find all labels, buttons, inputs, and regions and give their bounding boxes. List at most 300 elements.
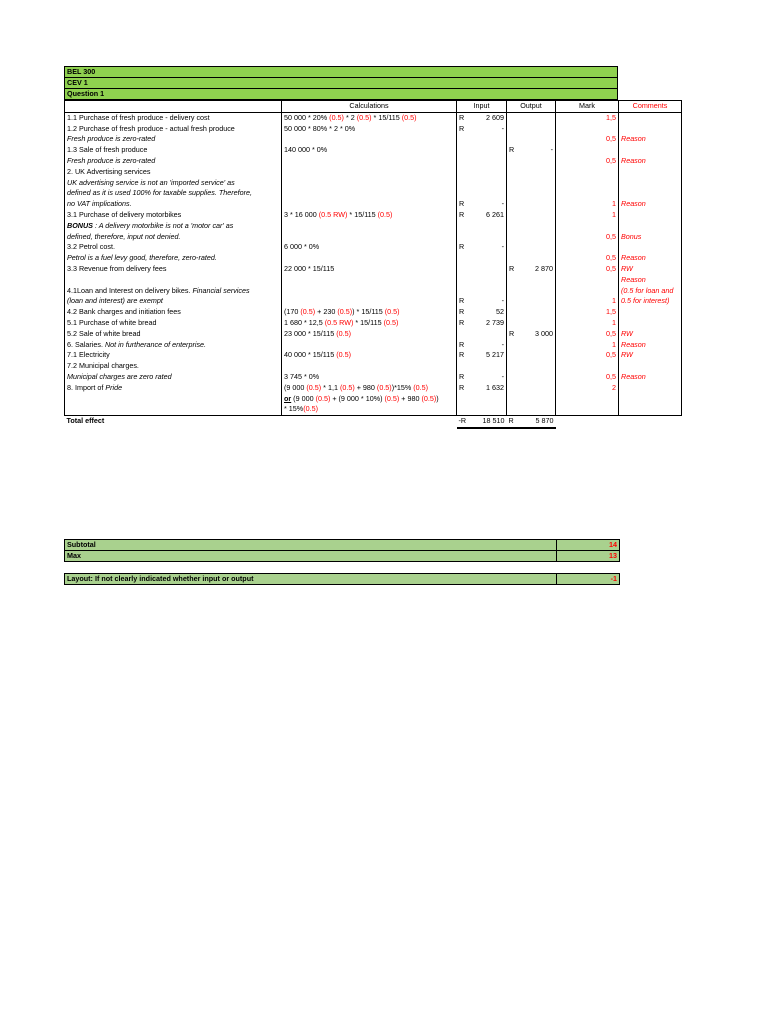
- input-cell: [457, 188, 507, 199]
- description-cell: [65, 199, 282, 210]
- input-cell: [457, 221, 507, 232]
- max-label: Max: [67, 551, 81, 560]
- total-input-prefix: -R: [458, 416, 467, 426]
- table-row: [65, 232, 682, 243]
- calculation-cell: [282, 350, 457, 361]
- input-cell: [457, 372, 507, 383]
- calculation-cell-text: * 2: [343, 112, 357, 122]
- calculation-cell-text: 3 * 16 000: [284, 209, 319, 219]
- comment-cell: [619, 242, 682, 253]
- description-cell-text: 3.1 Purchase of delivery motorbikes: [67, 209, 182, 219]
- calculation-cell-text: 40 000 * 15/115: [284, 350, 337, 360]
- description-cell: [65, 329, 282, 340]
- calculation-cell-text: (0.5): [383, 317, 399, 327]
- calculation-cell: [282, 329, 457, 340]
- input-cell-value: 2 609: [486, 112, 504, 122]
- comment-cell: [619, 221, 682, 232]
- calculation-cell-text: ): [436, 393, 439, 403]
- comment-cell: [619, 167, 682, 178]
- description-cell-text: Municipal charges are zero rated: [67, 371, 172, 381]
- comment-cell: Reason: [619, 156, 682, 167]
- total-output-value: 5 870: [535, 416, 554, 426]
- calculation-cell-text: (0.5 RW): [318, 209, 348, 219]
- input-cell: [457, 340, 507, 351]
- calculation-cell-text: (0.5): [300, 307, 316, 317]
- input-cell: [457, 383, 507, 394]
- mark-cell: 1: [556, 210, 619, 221]
- input-cell: [457, 307, 507, 318]
- description-cell: [65, 167, 282, 178]
- table-row: [65, 253, 682, 264]
- comment-cell: Reason: [619, 340, 682, 351]
- calculation-cell-text: (0.5): [315, 393, 331, 403]
- comment-cell: [619, 318, 682, 329]
- comment-cell: [619, 404, 682, 415]
- input-cell: [457, 156, 507, 167]
- description-cell: [65, 404, 282, 415]
- table-row: [65, 286, 682, 297]
- mark-cell: [556, 242, 619, 253]
- comment-cell: RW: [619, 329, 682, 340]
- calculation-cell-text: 140 000 * 0%: [284, 145, 328, 155]
- calculation-cell-text: + 230: [315, 307, 338, 317]
- calculation-cell-text: * 1,1: [321, 382, 340, 392]
- output-cell: [507, 210, 556, 221]
- input-cell-prefix: R: [459, 339, 465, 349]
- output-cell: [507, 167, 556, 178]
- description-cell-text: 1.1 Purchase of fresh produce - delivery cost: [67, 112, 210, 122]
- description-cell: [65, 318, 282, 329]
- calculation-cell-text: (0.5): [306, 382, 322, 392]
- description-cell-text: Fresh produce is zero-rated: [67, 134, 156, 144]
- comment-cell: 0.5 for interest): [619, 296, 682, 307]
- table-row: [65, 307, 682, 318]
- input-cell: [457, 112, 507, 123]
- calculation-cell-text: (9 000: [284, 382, 307, 392]
- mark-cell: 1,5: [556, 112, 619, 123]
- comment-cell: (0.5 for loan and: [619, 286, 682, 297]
- output-cell: [507, 361, 556, 372]
- comment-cell: [619, 188, 682, 199]
- calculation-cell: [282, 156, 457, 167]
- subtotal-divider: [556, 540, 557, 550]
- output-cell: [507, 350, 556, 361]
- description-cell-text: (loan and interest) are exempt: [67, 296, 163, 306]
- calculation-cell-text: (0.5): [337, 307, 353, 317]
- output-cell-prefix: R: [509, 263, 515, 273]
- calculation-cell-text: (0.5): [413, 382, 429, 392]
- output-cell: [507, 394, 556, 405]
- output-cell: [507, 253, 556, 264]
- total-effect-label: Total effect: [66, 416, 105, 426]
- output-cell: [507, 286, 556, 297]
- calculation-cell-text: ) * 15/115: [352, 307, 385, 317]
- output-cell-value: -: [550, 145, 553, 155]
- table-row: [65, 394, 682, 405]
- comment-cell: [619, 394, 682, 405]
- mark-cell: [556, 178, 619, 189]
- total-comment-spacer: [619, 416, 682, 428]
- input-cell-prefix: R: [459, 123, 465, 133]
- mark-cell: 0,5: [556, 372, 619, 383]
- input-cell-value: 5 217: [486, 350, 504, 360]
- mark-cell: 0,5: [556, 134, 619, 145]
- description-cell-text: Not in furtherance of enterprise.: [104, 339, 207, 349]
- calculation-cell: [282, 188, 457, 199]
- calculation-cell: [282, 199, 457, 210]
- input-cell-prefix: R: [459, 317, 465, 327]
- description-cell: [65, 340, 282, 351]
- calculation-cell-text: (0.5): [303, 404, 318, 414]
- description-cell-text: 5.1 Purchase of white bread: [67, 317, 157, 327]
- output-cell: [507, 296, 556, 307]
- marking-sheet: [64, 66, 674, 429]
- total-output-cell: [507, 416, 556, 428]
- mark-cell: 0,5: [556, 253, 619, 264]
- input-cell: [457, 318, 507, 329]
- comment-cell: RW: [619, 350, 682, 361]
- output-cell: [507, 178, 556, 189]
- input-cell: [457, 134, 507, 145]
- table-row: [65, 145, 682, 156]
- table-row: [65, 361, 682, 372]
- comment-cell: Bonus: [619, 232, 682, 243]
- output-cell: [507, 134, 556, 145]
- description-cell-text: 2. UK Advertising services: [67, 166, 151, 176]
- input-cell-prefix: R: [459, 371, 465, 381]
- description-cell: [65, 242, 282, 253]
- input-cell-value: 6 261: [486, 209, 504, 219]
- input-cell-value: 1 632: [486, 382, 504, 392]
- input-cell: [457, 232, 507, 243]
- description-cell: [65, 210, 282, 221]
- description-cell-text: BONUS: [67, 220, 93, 230]
- output-cell-value: 2 870: [535, 263, 553, 273]
- description-cell: [65, 275, 282, 286]
- calculation-cell-text: or: [284, 393, 292, 403]
- layout-penalty-divider: [556, 574, 557, 584]
- input-cell: [457, 296, 507, 307]
- calculation-cell: [282, 178, 457, 189]
- calculation-cell: [282, 124, 457, 135]
- comment-cell: Reason: [619, 275, 682, 286]
- marking-rows: [65, 112, 682, 415]
- table-row: [65, 178, 682, 189]
- input-column-header: Input: [457, 101, 507, 113]
- input-cell-value: -: [501, 371, 504, 381]
- input-cell-value: -: [501, 296, 504, 306]
- calculation-cell: [282, 340, 457, 351]
- calculation-cell-text: (0.5): [421, 393, 437, 403]
- description-cell: [65, 361, 282, 372]
- calculation-cell: [282, 232, 457, 243]
- calculation-cell-text: (0.5): [339, 382, 355, 392]
- calculation-cell-text: 1 680 * 12,5: [284, 317, 325, 327]
- max-value: 13: [609, 551, 617, 560]
- mark-cell: 1: [556, 340, 619, 351]
- calculation-cell-text: * 15/115: [371, 112, 402, 122]
- description-cell-text: 1.2 Purchase of fresh produce - actual fresh produce: [67, 123, 235, 133]
- input-cell-prefix: R: [459, 242, 465, 252]
- calculation-cell-text: * 15/115: [353, 317, 384, 327]
- output-cell: [507, 383, 556, 394]
- calculation-cell-text: + (9 000 * 10%): [330, 393, 385, 403]
- output-cell: [507, 329, 556, 340]
- mark-cell: [556, 145, 619, 156]
- mark-cell: 1: [556, 199, 619, 210]
- calculation-cell-text: (9 000: [291, 393, 316, 403]
- output-cell: [507, 188, 556, 199]
- description-cell-text: 7.2 Municipal charges.: [67, 361, 139, 371]
- description-cell: [65, 156, 282, 167]
- input-cell: [457, 329, 507, 340]
- calculation-cell: [282, 242, 457, 253]
- description-column-header: [65, 101, 282, 113]
- calculation-cell: [282, 145, 457, 156]
- description-cell-text: defined, therefore, input not denied.: [67, 231, 181, 241]
- input-cell-value: -: [501, 199, 504, 209]
- input-cell-prefix: R: [459, 112, 465, 122]
- subtotal-label: Subtotal: [67, 540, 96, 549]
- input-cell: [457, 350, 507, 361]
- input-cell-prefix: R: [459, 199, 465, 209]
- description-cell-text: 4.2 Bank charges and initiation fees: [67, 307, 181, 317]
- description-cell-text: Petrol is a fuel levy good, therefore, zero-rated.: [67, 253, 217, 263]
- input-cell-value: -: [501, 339, 504, 349]
- comment-cell: Reason: [619, 372, 682, 383]
- input-cell: [457, 286, 507, 297]
- calculation-cell: [282, 210, 457, 221]
- description-cell: [65, 145, 282, 156]
- input-cell-prefix: R: [459, 307, 465, 317]
- mark-cell: 0,5: [556, 232, 619, 243]
- description-cell: [65, 383, 282, 394]
- test-name: CEV 1: [64, 78, 618, 89]
- description-cell: [65, 134, 282, 145]
- description-cell: [65, 264, 282, 275]
- layout-penalty-bar: [64, 573, 620, 585]
- calculation-cell-text: + 980: [399, 393, 422, 403]
- description-cell-text: Pride: [105, 382, 123, 392]
- description-cell: [65, 221, 282, 232]
- description-cell: [65, 253, 282, 264]
- total-output-prefix: R: [508, 416, 514, 426]
- input-cell-prefix: R: [459, 209, 465, 219]
- mark-cell: 0,5: [556, 156, 619, 167]
- calculation-cell: [282, 221, 457, 232]
- output-cell: [507, 156, 556, 167]
- calculation-cell-text: 23 000 * 15/115: [284, 328, 337, 338]
- description-cell-text: 3.3 Revenue from delivery fees: [67, 263, 167, 273]
- description-cell-text: 6. Salaries.: [67, 339, 105, 349]
- comment-cell: [619, 383, 682, 394]
- description-cell: [65, 286, 282, 297]
- output-cell: [507, 145, 556, 156]
- calculation-cell: [282, 264, 457, 275]
- table-row: [65, 404, 682, 415]
- output-cell: [507, 232, 556, 243]
- table-row: [65, 210, 682, 221]
- description-cell-text: Financial services: [192, 285, 250, 295]
- comment-cell: [619, 145, 682, 156]
- output-cell: [507, 199, 556, 210]
- table-row: [65, 188, 682, 199]
- mark-column-header: Mark: [556, 101, 619, 113]
- description-cell-text: Fresh produce is zero-rated: [67, 155, 156, 165]
- table-row: [65, 340, 682, 351]
- description-cell: [65, 372, 282, 383]
- input-cell: [457, 242, 507, 253]
- total-input-cell: [457, 416, 507, 428]
- description-cell: [65, 112, 282, 123]
- table-row: [65, 221, 682, 232]
- mark-cell: 1: [556, 296, 619, 307]
- description-cell-text: 8. Import of: [67, 382, 106, 392]
- table-row: [65, 329, 682, 340]
- table-row: [65, 264, 682, 275]
- table-row: [65, 156, 682, 167]
- table-row: [65, 134, 682, 145]
- mark-cell: [556, 275, 619, 286]
- calculation-cell: [282, 404, 457, 415]
- mark-cell: [556, 167, 619, 178]
- mark-cell: [556, 286, 619, 297]
- comment-cell: [619, 124, 682, 135]
- output-cell: [507, 264, 556, 275]
- description-cell: [65, 296, 282, 307]
- input-cell: [457, 178, 507, 189]
- calculation-cell: [282, 275, 457, 286]
- mark-cell: [556, 221, 619, 232]
- mark-cell: 0,5: [556, 264, 619, 275]
- comment-cell: [619, 112, 682, 123]
- description-cell-text: defined as it is used 100% for taxable supplies. Therefore,: [67, 188, 252, 198]
- mark-cell: 0,5: [556, 350, 619, 361]
- input-cell-prefix: R: [459, 382, 465, 392]
- output-column-header: Output: [507, 101, 556, 113]
- comment-cell: [619, 361, 682, 372]
- calculation-cell: [282, 394, 457, 405]
- output-cell: [507, 221, 556, 232]
- mark-cell: [556, 394, 619, 405]
- comment-cell: Reason: [619, 134, 682, 145]
- calculation-cell-text: * 15/115: [347, 209, 378, 219]
- output-cell: [507, 112, 556, 123]
- input-cell: [457, 275, 507, 286]
- mark-cell: 1,5: [556, 307, 619, 318]
- table-row: [65, 318, 682, 329]
- total-mark-spacer: [556, 416, 619, 428]
- input-cell-value: -: [501, 242, 504, 252]
- description-cell: [65, 232, 282, 243]
- output-cell-value: 3 000: [535, 328, 553, 338]
- mark-cell: [556, 124, 619, 135]
- output-cell: [507, 340, 556, 351]
- table-row: [65, 199, 682, 210]
- calculation-cell-text: 6 000 * 0%: [284, 242, 320, 252]
- comment-cell: [619, 210, 682, 221]
- calculation-cell-text: (0.5): [401, 112, 417, 122]
- output-cell: [507, 318, 556, 329]
- description-cell: [65, 307, 282, 318]
- description-cell: [65, 394, 282, 405]
- calculation-cell: [282, 167, 457, 178]
- course-code: BEL 300: [64, 66, 618, 78]
- input-cell: [457, 124, 507, 135]
- description-cell: [65, 188, 282, 199]
- calculation-cell-text: (0.5): [384, 307, 400, 317]
- comment-cell: Reason: [619, 253, 682, 264]
- calculation-cell: [282, 307, 457, 318]
- calculation-cell-text: (170: [284, 307, 301, 317]
- mark-cell: 1: [556, 318, 619, 329]
- calculation-cell: [282, 112, 457, 123]
- description-cell-text: 7.1 Electricity: [67, 350, 110, 360]
- comment-cell: RW: [619, 264, 682, 275]
- input-cell-value: 2 739: [486, 317, 504, 327]
- table-row: [65, 350, 682, 361]
- mark-cell: 0,5: [556, 329, 619, 340]
- output-cell: [507, 242, 556, 253]
- comment-cell: [619, 178, 682, 189]
- description-cell-text: : A delivery motorbike is not a 'motor car' as: [92, 220, 234, 230]
- table-row: [65, 124, 682, 135]
- total-effect-row: [65, 416, 682, 428]
- description-cell-text: UK advertising service is not an 'imported service' as: [67, 177, 235, 187]
- total-input-value: 18 510: [482, 416, 505, 426]
- input-cell-value: -: [501, 123, 504, 133]
- calculation-cell-text: (0.5): [384, 393, 400, 403]
- description-cell-text: 3.2 Petrol cost.: [67, 242, 115, 252]
- output-cell: [507, 275, 556, 286]
- output-cell: [507, 404, 556, 415]
- max-divider: [556, 551, 557, 561]
- calculation-cell-text: 50 000 * 20%: [284, 112, 330, 122]
- calculation-cell: [282, 372, 457, 383]
- calculation-cell: [282, 296, 457, 307]
- calculations-column-header: Calculations: [282, 101, 457, 113]
- input-cell: [457, 253, 507, 264]
- table-row: [65, 383, 682, 394]
- description-cell: [65, 178, 282, 189]
- mark-cell: 2: [556, 383, 619, 394]
- description-cell-text: 4.1Loan and Interest on delivery bikes.: [67, 285, 193, 295]
- output-cell: [507, 307, 556, 318]
- calculation-cell-text: (0.5): [336, 350, 352, 360]
- calculation-cell-text: (0.5): [377, 209, 393, 219]
- column-header-row: [65, 101, 682, 113]
- calculation-cell-text: (0.5 RW): [324, 317, 354, 327]
- comment-cell: Reason: [619, 199, 682, 210]
- description-cell-text: 5.2 Sale of white bread: [67, 328, 141, 338]
- subtotal-value: 14: [609, 540, 617, 549]
- table-row: [65, 242, 682, 253]
- description-cell: [65, 124, 282, 135]
- calculation-cell: [282, 253, 457, 264]
- input-cell: [457, 167, 507, 178]
- calculation-cell-text: (0.5): [336, 328, 352, 338]
- input-cell: [457, 145, 507, 156]
- output-cell-prefix: R: [509, 145, 515, 155]
- comment-cell: [619, 307, 682, 318]
- table-row: [65, 167, 682, 178]
- input-cell: [457, 404, 507, 415]
- input-cell: [457, 264, 507, 275]
- table-row: [65, 372, 682, 383]
- description-cell: [65, 350, 282, 361]
- layout-penalty-label: Layout: If not clearly indicated whether input or output: [67, 574, 254, 583]
- total-effect-spacer: [282, 416, 457, 428]
